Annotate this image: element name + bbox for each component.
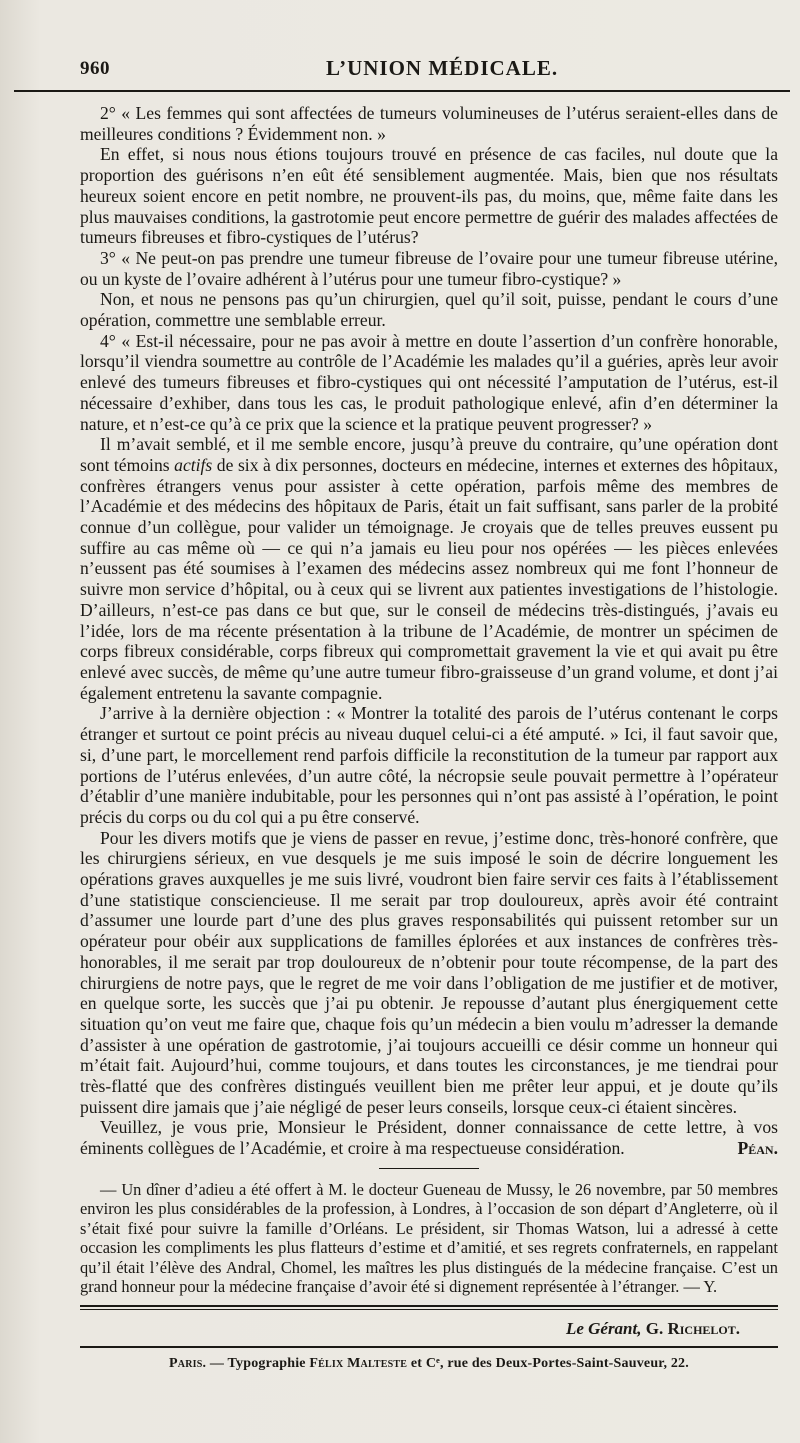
paragraph: 2° « Les femmes qui sont affectées de tumeurs volumineuses de l’utérus seraient-elles dans de meilleures conditions ? Évidemment non. » xyxy=(80,103,778,144)
italic-word: actifs xyxy=(174,454,213,475)
article-body xyxy=(80,103,778,1375)
paragraph-text: de six à dix personnes, docteurs en médecine, internes et externes des hôpitaux, confrères étrangers venus pour assister à cette opération, parfois même des membres de l’Académie et des médecins des hôpitaux de Paris, était un fait suffisant, sans parler de la probité connue d’un collègue, pour valider un témoignage. Je croyais que de telles preuves eussent pu suffire au cas même où — ce qui n’a jamais eu lieu pour nos opérées — les pièces enlevées n’eussent pas été soumises à l’examen des médecins assez nombreux qui me font l’honneur de suivre mon service d’hôpital, ou à ceux qui se livrent aux patientes investigations de l’histologie. D’ailleurs, n’est-ce pas dans ce but que, sur le conseil de médecins très-distingués, j’avais eu l’idée, lors de ma récente présentation à la tribune de l’Académie, de montrer un spécimen de corps fibreux considérable, corps fibreux qui compromettait gravement la vie et qui avait pu être enlevé avec succès, de même qu’une autre tumeur fibro-graisseuse d’un grand volume, et dont j’ai également entretenu la savante compagnie. xyxy=(80,454,778,703)
editor-name: G. Richelot. xyxy=(645,1318,740,1338)
paragraph-text: Il m’avait semblé, et il me semble encore, jusqu’à preuve du contraire, qu’une opération dont sont témoins xyxy=(80,434,778,475)
footer-double-rule xyxy=(80,1305,778,1310)
imprint-dash: — Typographie xyxy=(206,1355,310,1371)
paragraph xyxy=(80,434,778,703)
editor-role: Le Gérant, xyxy=(565,1318,642,1338)
signature: Péan. xyxy=(737,1138,778,1159)
imprint-printer: Félix Malteste xyxy=(309,1355,408,1371)
header-rule xyxy=(14,90,790,92)
section-divider xyxy=(379,1168,479,1169)
page-number: 960 xyxy=(80,58,110,79)
paragraph: 4° « Est-il nécessaire, pour ne pas avoir à mettre en doute l’assertion d’un confrère honorable, lorsqu’il viendra soumettre au contrôle de l’Académie les malades qu’il a guéries, après leur avoir enlevé des tumeurs fibreuses et fibro-cystiques qui ont nécessité l’amputation de l’utérus, est-il nécessaire d’exhiber, dans tous les cas, le produit pathologique enlevé, afin d’en déterminer la nature, et n’est-ce qu’à ce prix que la science et la pratique peuvent progresser? » xyxy=(80,330,778,434)
paragraph: Pour les divers motifs que je viens de passer en revue, j’estime donc, très-honoré confrère, que les chirurgiens sérieux, en vue desquels je me suis imposé le soin de décrire longuement les opérations graves auxquelles je me suis livré, voudront bien faire servir ces faits à l’établissement d’une statistique consciencieuse. Il me serait par trop douloureux, après avoir été contraint d’assumer une lourde part d’une des plus graves responsabilités qui puissent retomber sur un opérateur pour obéir aux supplications de familles éplorées et aux instances de confrères très-honorables, il me serait par trop douloureux de n’obtenir pour toute récompense, de la part des chirurgiens de notre pays, que le regret de me voir dans l’obligation de me justifier et de motiver, en quelque sorte, les succès que j’ai pu obtenir. Je repousse d’autant plus énergiquement cette situation qu’on veut me faire que, chaque fois qu’un médecin a bien voulu m’adresser la demande d’assister à une opération de gastrotomie, j’ai toujours accueilli ce désir comme un honneur qui m’était fait. Aujourd’hui, comme toujours, et dans toutes les circonstances, je me tiendrai pour très-flatté que des confrères distingués veuillent bien me prêter leur appui, et je doute qu’ils puissent dire jamais que j’aie négligé de peser leurs conseils, lorsque ceux-ci étaient sincères. xyxy=(80,827,778,1117)
page-header xyxy=(80,0,782,86)
closing-paragraph xyxy=(80,1117,778,1158)
paragraph: 3° « Ne peut-on pas prendre une tumeur fibreuse de l’ovaire pour une tumeur fibreuse utérine, ou un kyste de l’ovaire adhérent à l’utérus pour une tumeur fibro-cystique? » xyxy=(80,247,778,289)
running-title: L’UNION MÉDICALE. xyxy=(326,56,559,80)
imprint-city: Paris. xyxy=(169,1355,207,1371)
news-item xyxy=(80,1180,778,1297)
closing-text: Veuillez, je vous prie, Monsieur le Président, donner connaissance de cette lettre, à vos éminents collègues de l’Académie, et croire à ma respectueuse considération. xyxy=(80,1117,778,1159)
news-paragraph: — Un dîner d’adieu a été offert à M. le docteur Gueneau de Mussy, le 26 novembre, par 50 membres environ les plus considérables de la profession, à Londres, à l’occasion de son départ d’Angleterre, où il s’était fixé pour suivre la famille d’Orléans. Le président, sir Thomas Watson, lui a adressé à cette occasion les compliments les plus flatteurs d’estime et d’amitié, et ses regrets confraternels, en rappelant qu’il était l’élève des Andral, Chomel, les maîtres les plus distingués de la médecine française. C’est un grand honneur pour la médecine française d’avoir été si dignement représentée à l’étranger. — Y. xyxy=(80,1179,778,1297)
imprint-address: et Cᵉ, rue des Deux-Portes-Saint-Sauveur, 22. xyxy=(407,1355,689,1371)
footer-rule xyxy=(80,1346,778,1348)
managing-editor-line xyxy=(80,1318,778,1340)
paragraph: En effet, si nous nous étions toujours trouvé en présence de cas faciles, nul doute que la proportion des guérisons n’en eût été sensiblement augmentée. Mais, bien que nos résultats heureux soient encore en petit nombre, ne prouvent-ils pas, du moins, que, même faite dans les plus mauvaises conditions, la gastrotomie peut encore permettre de guérir des malades affectées de tumeurs fibreuses et fibro-cystiques de l’utérus? xyxy=(80,144,778,248)
paragraph: J’arrive à la dernière objection : « Montrer la totalité des parois de l’utérus contenant le corps étranger et surtout ce point précis au niveau duquel celui-ci a été amputé. » Ici, il faut savoir que, si, d’une part, le morcellement rend parfois difficile la reconstitution de la tumeur par rapport aux portions de l’utérus enlevées, d’un autre côté, la nécropsie seule pouvait permettre à l’opérateur d’établir d’une manière indubitable, pour les personnes qui n’ont pas assisté à l’opération, le point précis du corps ou du col qui a pu être conservé. xyxy=(80,703,778,827)
paragraph: Non, et nous ne pensons pas qu’un chirurgien, quel qu’il soit, puisse, pendant le cours d’une opération, commettre une semblable erreur. xyxy=(80,289,778,331)
printer-imprint xyxy=(80,1354,778,1375)
